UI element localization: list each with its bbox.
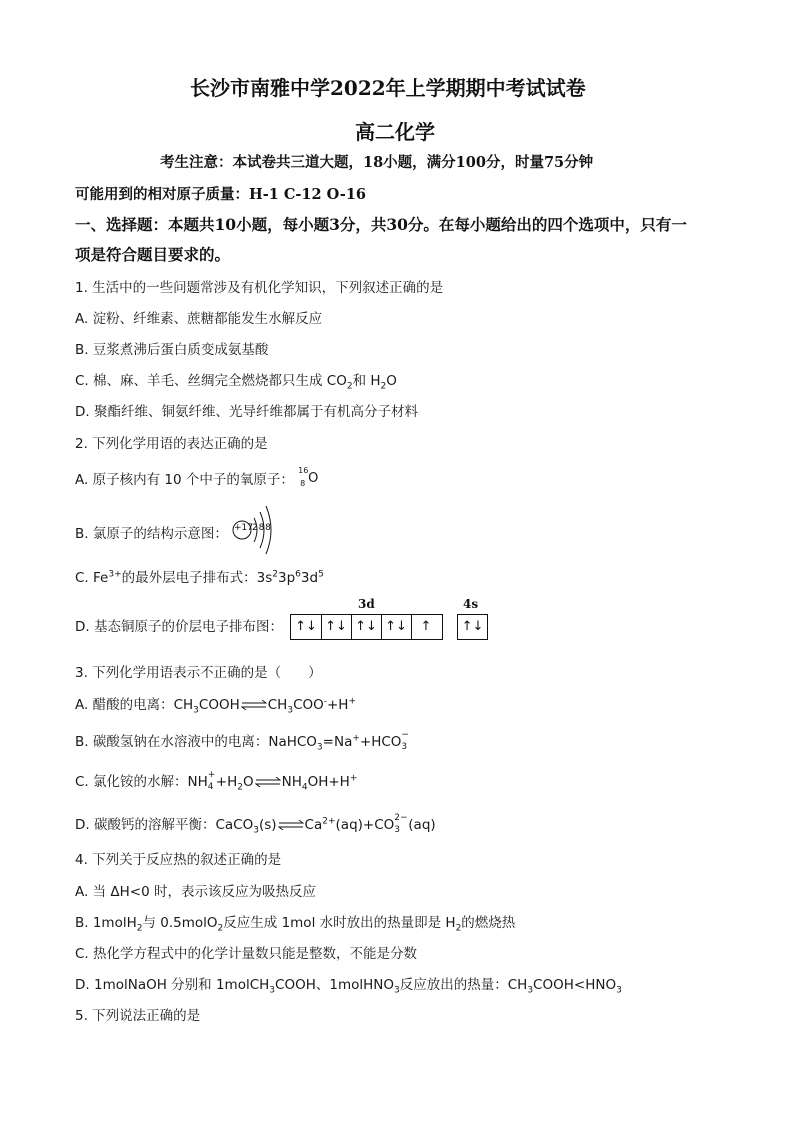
orbital-cell: ↑↓ [381, 615, 412, 639]
exam-subject: 高二化学 [355, 120, 435, 144]
chlorine-shells: 2 8 8 [252, 523, 271, 533]
sub-2: 2 [217, 923, 224, 934]
e-count: 2 [272, 569, 278, 580]
sub-3: 3 [616, 985, 622, 996]
orbital-box-4s [457, 614, 488, 640]
chlorine-nucleus-charge: +17 [234, 523, 253, 533]
q4-b-mid: 与 0.5molO [142, 915, 218, 931]
ion-sub-sup [394, 813, 408, 835]
nuclide-symbol [298, 466, 320, 490]
orbital-label-4s: 4s [463, 597, 479, 611]
sub-3: 3 [527, 985, 534, 996]
question-2-option-d: D. 基态铜原子的价层电子排布图： [75, 619, 283, 635]
charge: 2− [394, 813, 408, 823]
q3-b-mid: =Na [322, 734, 353, 750]
charge: + [348, 696, 357, 707]
q4-d-mid3: COOH<HNO [533, 977, 617, 993]
q3-c-post: NH [281, 774, 302, 790]
q2-b-text: B. 氯原子的结构示意图： [75, 526, 228, 542]
q3-d-post: Ca [304, 817, 323, 833]
question-3-stem: 3. 下列化学用语表示不正确的是（ ） [75, 665, 322, 681]
q3-d-s: (s) [258, 817, 277, 833]
question-3-option-b [75, 730, 409, 753]
atomic-number: 8 [300, 479, 306, 488]
sub-3: 3 [253, 825, 259, 836]
sub-4: 4 [207, 782, 214, 792]
sub-3: 3 [401, 742, 408, 752]
sub-3: 3 [316, 742, 323, 753]
q4-d-mid: COOH、1molHNO [275, 977, 394, 993]
orbital-label-3d: 3d [358, 597, 375, 611]
equilibrium-arrow [255, 777, 281, 787]
question-3-option-a [75, 693, 356, 716]
element-symbol: O [308, 471, 319, 486]
charge: + [207, 770, 216, 780]
e-count: 6 [295, 569, 301, 580]
exam-notice: 考生注意：本试卷共三道大题，18小题，满分100分，时量75分钟 [160, 154, 594, 171]
section-heading-cont: 项是符合题目要求的。 [75, 245, 231, 264]
q3-a-pre: A. 醋酸的电离：CH [75, 697, 194, 713]
orbital-cell: ↑↓ [461, 619, 484, 634]
q1-c-pre: C. 棉、麻、羊毛、丝绸完全燃烧都只生成 CO [75, 373, 347, 389]
q4-d-mid2: 反应放出的热量：CH [399, 977, 528, 993]
q2-c-mid: 的最外层电子排布式：3s [121, 570, 273, 586]
q3-d-pre: D. 碳酸钙的溶解平衡：CaCO [75, 817, 254, 833]
question-3-option-c [75, 770, 357, 793]
question-4-option-a: A. 当 ΔH<0 时，表示该反应为吸热反应 [75, 884, 316, 900]
question-1-option-b: B. 豆浆煮沸后蛋白质变成氨基酸 [75, 342, 269, 358]
q3-a-end: COO [293, 697, 324, 713]
question-1-stem: 1. 生活中的一些问题常涉及有机化学知识，下列叙述正确的是 [75, 280, 444, 296]
question-4-option-c: C. 热化学方程式中的化学计量数只能是整数，不能是分数 [75, 946, 418, 962]
q2-a-text: A. 原子核内有 10 个中子的氧原子： [75, 472, 294, 488]
sub-2: 2 [380, 381, 387, 392]
sub-2: 2 [455, 923, 462, 934]
mass-number: 16 [298, 466, 309, 475]
q2-c-tail2: 3d [300, 570, 319, 586]
orbital-cell: ↑ [420, 619, 432, 634]
question-2-stem: 2. 下列化学用语的表达正确的是 [75, 436, 268, 452]
sub-3: 3 [269, 985, 276, 996]
fe-charge: 3+ [108, 569, 122, 580]
q3-c-end: OH+H [307, 774, 350, 790]
atomic-mass-note: 可能用到的相对原子质量：H-1 C-12 O-16 [75, 186, 366, 203]
q2-c-tail: 3p [277, 570, 296, 586]
q3-c-pre: C. 氯化铵的水解：NH [75, 774, 208, 790]
q3-b-pre: B. 碳酸氢钠在水溶液中的电离：NaHCO [75, 734, 317, 750]
charge: + [352, 733, 360, 744]
question-2-option-c [75, 566, 324, 586]
charge: - [323, 696, 327, 707]
question-1-option-a: A. 淀粉、纤维素、蔗糖都能发生水解反应 [75, 311, 323, 327]
q4-b-pre: B. 1molH [75, 915, 137, 931]
sub-4: 4 [301, 782, 308, 793]
q1-c-mid: 和 H [352, 373, 381, 389]
sub-3: 3 [394, 825, 401, 835]
q3-a-mid: COOH [198, 697, 240, 713]
orbital-cell: ↑↓ [321, 615, 352, 639]
q1-c-end: O [386, 373, 397, 389]
orbital-box-3d [290, 614, 443, 640]
question-1-option-c [75, 369, 397, 392]
sub-3: 3 [193, 705, 199, 716]
sub-3: 3 [394, 985, 400, 996]
exam-title: 长沙市南雅中学2022年上学期期中考试试卷 [190, 76, 586, 100]
q3-b-end: +HCO [359, 734, 402, 750]
charge: − [401, 730, 409, 740]
q3-c-o: O [242, 774, 254, 790]
question-1-option-d: D. 聚酯纤维、铜氨纤维、光导纤维都属于有机高分子材料 [75, 404, 418, 420]
q4-b-end: 的燃烧热 [461, 915, 516, 931]
sub-2: 2 [346, 381, 353, 392]
question-4-option-d [75, 973, 622, 996]
question-2-option-a [75, 468, 320, 490]
orbital-cell: ↑↓ [351, 615, 382, 639]
q4-d-pre: D. 1molNaOH 分别和 1molCH [75, 977, 270, 993]
equilibrium-arrow [241, 700, 267, 710]
q3-a-tail: +H [327, 697, 349, 713]
equilibrium-arrow [278, 820, 304, 830]
q3-d-aq: (aq)+CO [335, 817, 395, 833]
q3-c-mid: +H [215, 774, 238, 790]
question-5-stem: 5. 下列说法正确的是 [75, 1008, 201, 1024]
ion-sub-sup [207, 770, 216, 792]
q4-b-mid2: 反应生成 1mol 水时放出的热量即是 H [223, 915, 456, 931]
q3-d-end: (aq) [408, 817, 436, 833]
sub-2: 2 [136, 923, 143, 934]
question-2-option-b [75, 522, 228, 542]
e-count: 5 [318, 569, 324, 580]
charge: 2+ [322, 816, 336, 827]
question-4-option-b [75, 911, 515, 934]
q2-c-pre: C. Fe [75, 570, 109, 586]
question-3-option-d [75, 813, 436, 836]
sub-3: 3 [287, 705, 294, 716]
ion-sub-sup [401, 730, 409, 752]
charge: + [349, 773, 358, 784]
sub-2: 2 [237, 782, 243, 793]
orbital-cell: ↑↓ [291, 615, 322, 639]
q3-a-post: CH [267, 697, 288, 713]
question-4-stem: 4. 下列关于反应热的叙述正确的是 [75, 852, 282, 868]
section-heading: 一、选择题：本题共10小题，每小题3分，共30分。在每小题给出的四个选项中，只有一 [75, 215, 687, 234]
